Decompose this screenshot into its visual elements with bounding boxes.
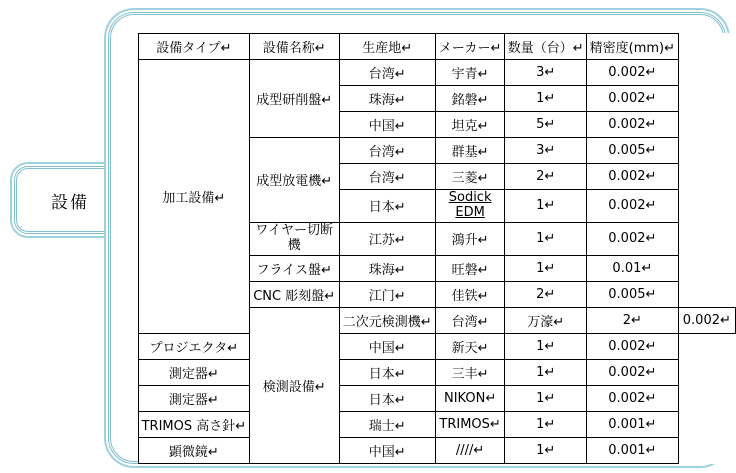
precision-cell: 0.002↵	[587, 385, 679, 411]
quantity-cell: 1↵	[505, 411, 587, 437]
precision-cell: 0.002↵	[587, 333, 679, 359]
quantity-cell: 1↵	[505, 437, 587, 463]
origin-cell: 台湾↵	[339, 138, 435, 164]
maker-cell: 新天↵	[435, 333, 504, 359]
precision-cell: 0.002↵	[678, 307, 735, 333]
quantity-cell: 1↵	[505, 255, 587, 281]
precision-cell: 0.002↵	[587, 222, 679, 255]
equipment-table	[138, 33, 736, 464]
equipment-table-wrap	[138, 33, 736, 464]
table-row	[139, 333, 736, 359]
origin-cell: 珠海↵	[339, 86, 435, 112]
quantity-cell: 2↵	[505, 281, 587, 307]
quantity-cell: 1↵	[505, 190, 587, 223]
equipment-name-cell: 成型放電機↵	[249, 138, 339, 223]
quantity-cell: 2↵	[505, 164, 587, 190]
maker-cell: Sodick EDM	[435, 190, 504, 223]
quantity-cell: 2↵	[587, 307, 679, 333]
equipment-name-cell: 測定器↵	[139, 385, 250, 411]
maker-cell: ////↵	[435, 437, 504, 463]
maker-cell: 坦克↵	[435, 112, 504, 138]
equipment-name-cell: TRIMOS 高さ針↵	[139, 411, 250, 437]
quantity-cell: 3↵	[505, 138, 587, 164]
table-row	[139, 385, 736, 411]
equipment-name-cell: 二次元検測機↵	[339, 307, 435, 333]
precision-cell: 0.002↵	[587, 190, 679, 223]
quantity-cell: 1↵	[505, 86, 587, 112]
table-row	[139, 437, 736, 463]
origin-cell: 珠海↵	[339, 255, 435, 281]
table-header	[139, 34, 736, 60]
maker-cell: 佳铁↵	[435, 281, 504, 307]
maker-cell: 鴻升↵	[435, 222, 504, 255]
equipment-name-cell: 顕微鏡↵	[139, 437, 250, 463]
origin-cell: 台湾↵	[339, 60, 435, 86]
precision-cell: 0.002↵	[587, 359, 679, 385]
column-header: 設備名称↵	[249, 34, 339, 60]
equipment-name-cell: フライス盤↵	[249, 255, 339, 281]
quantity-cell: 1↵	[505, 333, 587, 359]
origin-cell: 中国↵	[339, 112, 435, 138]
column-header: 生産地↵	[339, 34, 435, 60]
maker-cell: TRIMOS↵	[435, 411, 504, 437]
maker-cell: 旺磐↵	[435, 255, 504, 281]
precision-cell: 0.01↵	[587, 255, 679, 281]
equipment-name-cell: プロジエクタ↵	[139, 333, 250, 359]
table-body	[139, 60, 736, 464]
origin-cell: 江苏↵	[339, 222, 435, 255]
table-row	[139, 411, 736, 437]
table-row	[139, 60, 736, 86]
origin-cell: 中国↵	[339, 437, 435, 463]
precision-cell: 0.002↵	[587, 164, 679, 190]
equipment-name-cell: 成型研削盤↵	[249, 60, 339, 138]
quantity-cell: 5↵	[505, 112, 587, 138]
origin-cell: 日本↵	[339, 190, 435, 223]
origin-cell: 瑞士↵	[339, 411, 435, 437]
maker-cell: 群基↵	[435, 138, 504, 164]
equipment-type-cell: 加工設備↵	[139, 60, 250, 334]
origin-cell: 台湾↵	[339, 164, 435, 190]
quantity-cell: 3↵	[505, 60, 587, 86]
column-header: 精密度(mm)↵	[587, 34, 679, 60]
equipment-type-cell: 検測設備↵	[249, 307, 339, 463]
maker-cell: 銘磐↵	[435, 86, 504, 112]
precision-cell: 0.005↵	[587, 281, 679, 307]
quantity-cell: 1↵	[505, 222, 587, 255]
precision-cell: 0.001↵	[587, 411, 679, 437]
maker-cell: 万濠↵	[505, 307, 587, 333]
origin-cell: 日本↵	[339, 359, 435, 385]
table-row	[139, 359, 736, 385]
origin-cell: 江门↵	[339, 281, 435, 307]
column-header: メーカー↵	[435, 34, 504, 60]
equipment-name-cell: 測定器↵	[139, 359, 250, 385]
equipment-callout-label: 設備	[51, 192, 89, 213]
equipment-name-cell: ワイヤー切断 機	[249, 222, 339, 255]
maker-cell: 宇青↵	[435, 60, 504, 86]
column-header: 数量（台）↵	[505, 34, 587, 60]
maker-cell: 三菱↵	[435, 164, 504, 190]
precision-cell: 0.001↵	[587, 437, 679, 463]
origin-cell: 台湾↵	[435, 307, 504, 333]
maker-cell: NIKON↵	[435, 385, 504, 411]
column-header: 設備タイプ↵	[139, 34, 250, 60]
quantity-cell: 1↵	[505, 385, 587, 411]
maker-cell: 三丰↵	[435, 359, 504, 385]
precision-cell: 0.002↵	[587, 86, 679, 112]
table-header-row	[139, 34, 736, 60]
precision-cell: 0.002↵	[587, 112, 679, 138]
precision-cell: 0.002↵	[587, 60, 679, 86]
quantity-cell: 1↵	[505, 359, 587, 385]
equipment-name-cell: CNC 彫刻盤↵	[249, 281, 339, 307]
precision-cell: 0.005↵	[587, 138, 679, 164]
origin-cell: 日本↵	[339, 385, 435, 411]
origin-cell: 中国↵	[339, 333, 435, 359]
